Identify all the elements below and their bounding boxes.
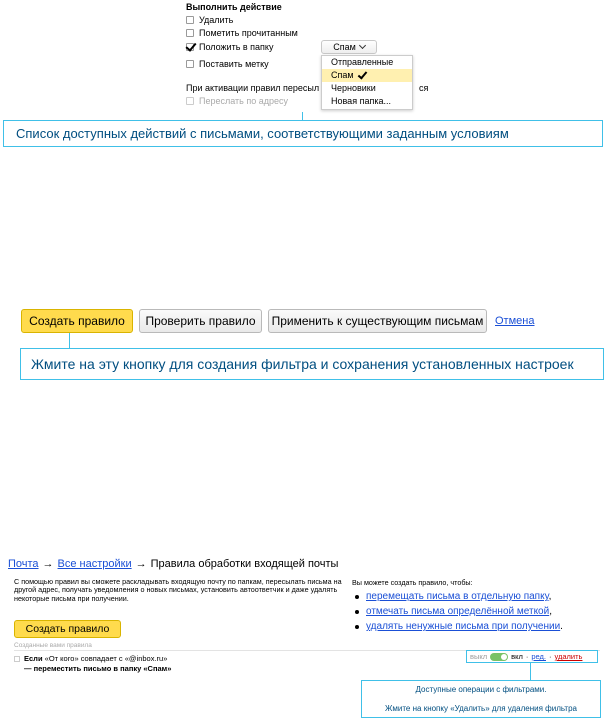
action-set-label[interactable] xyxy=(186,59,269,69)
forward-title-start: При активации правил пересыл xyxy=(186,83,320,93)
created-rules-label: Созданные вами правила xyxy=(14,642,92,649)
check-rule-button[interactable]: Проверить правило xyxy=(139,309,262,333)
folder-option-sent[interactable]: Отправленные xyxy=(331,57,394,67)
breadcrumb-all-settings[interactable]: Все настройки xyxy=(57,558,132,570)
chevron-down-icon xyxy=(359,42,366,49)
forward-title-end: ся xyxy=(419,83,429,93)
breadcrumb xyxy=(8,558,338,570)
create-rule-button[interactable]: Создать правило xyxy=(21,309,133,333)
apply-to-existing-button[interactable]: Применить к существующим письмам xyxy=(268,309,487,333)
toggle-on-label: вкл xyxy=(511,652,523,661)
rule-action: — переместить письмо в папку «Спам» xyxy=(24,664,172,673)
mark-read-checkbox[interactable] xyxy=(186,29,194,37)
forward-checkbox[interactable] xyxy=(186,97,194,105)
callout-connector xyxy=(69,333,70,349)
action-move-to-folder[interactable] xyxy=(186,42,273,52)
folder-select-value: Спам xyxy=(333,42,356,52)
action-mark-read-label: Пометить прочитанным xyxy=(199,28,298,38)
action-delete[interactable] xyxy=(186,15,233,25)
delete-rule-link[interactable]: удалить xyxy=(554,652,583,661)
move-to-folder-checkbox[interactable] xyxy=(186,43,194,51)
toggle-switch-icon[interactable] xyxy=(490,653,508,661)
forward-label: Переслать по адресу xyxy=(199,96,289,106)
callout-actions: Список доступных действий с письмами, соответствующими заданным условиям xyxy=(3,120,603,147)
list-item: перемещать письма в отдельную папку, xyxy=(352,591,602,602)
separator: · xyxy=(549,652,552,661)
folder-option-spam[interactable]: Спам xyxy=(322,69,412,82)
actions-title: Выполнить действие xyxy=(186,2,282,12)
action-mark-read[interactable] xyxy=(186,28,298,38)
can-create-list xyxy=(352,591,602,636)
arrow-right-icon: → xyxy=(42,558,54,570)
rule-condition-prefix: Если xyxy=(24,654,43,663)
folder-option-drafts[interactable]: Черновики xyxy=(331,83,376,93)
folder-dropdown-menu xyxy=(321,55,413,110)
delete-letters-link[interactable]: удалять ненужные письма при получении xyxy=(366,621,561,632)
label-letters-link[interactable]: отмечать письма определённой меткой xyxy=(366,606,550,617)
intro-text: С помощью правил вы сможете раскладывать входящую почту по папкам, пересылать письма на другой адрес, получать уведомления о новых письмах, установить автоответчик и даже удалять некоторые письма при получении. xyxy=(14,577,342,603)
checkmark-icon xyxy=(357,69,367,79)
create-rule-button-small[interactable]: Создать правило xyxy=(14,620,121,638)
can-create-title: Вы можете создать правило, чтобы: xyxy=(352,578,473,587)
folder-select[interactable] xyxy=(321,40,377,54)
action-move-to-folder-label: Положить в папку xyxy=(199,42,274,52)
list-item: удалять ненужные письма при получении. xyxy=(352,621,602,632)
action-delete-label: Удалить xyxy=(199,15,234,25)
callout-operations-line2: Жмите на кнопку «Удалить» для удаления фильтра xyxy=(385,704,577,713)
cancel-link[interactable]: Отмена xyxy=(495,315,535,327)
folder-option-new-folder[interactable]: Новая папка... xyxy=(331,96,391,106)
rule-checkbox[interactable] xyxy=(14,656,20,662)
callout-connector xyxy=(530,663,531,680)
callout-create-button: Жмите на эту кнопку для создания фильтра и сохранения установленных настроек xyxy=(20,348,604,380)
action-forward[interactable] xyxy=(186,96,288,106)
edit-rule-link[interactable]: ред. xyxy=(531,652,546,661)
rule-condition xyxy=(24,654,167,663)
callout-operations-line1: Доступные операции с фильтрами. xyxy=(415,685,547,694)
set-label-checkbox[interactable] xyxy=(186,60,194,68)
delete-checkbox[interactable] xyxy=(186,16,194,24)
action-set-label-label: Поставить метку xyxy=(199,59,269,69)
list-item: отмечать письма определённой меткой, xyxy=(352,606,602,617)
page-title: Правила обработки входящей почты xyxy=(150,558,339,570)
breadcrumb-mail[interactable]: Почта xyxy=(8,558,39,570)
callout-filter-operations xyxy=(361,680,601,718)
rule-condition-text: «От кого» совпадает с «@inbox.ru» xyxy=(44,654,168,663)
separator: · xyxy=(525,652,529,661)
arrow-right-icon: → xyxy=(135,558,147,570)
callout-connector xyxy=(302,112,303,120)
toggle-off-label: выкл xyxy=(470,652,488,661)
move-letters-link[interactable]: перемещать письма в отдельную папку xyxy=(366,591,549,602)
rule-operations xyxy=(466,650,598,663)
